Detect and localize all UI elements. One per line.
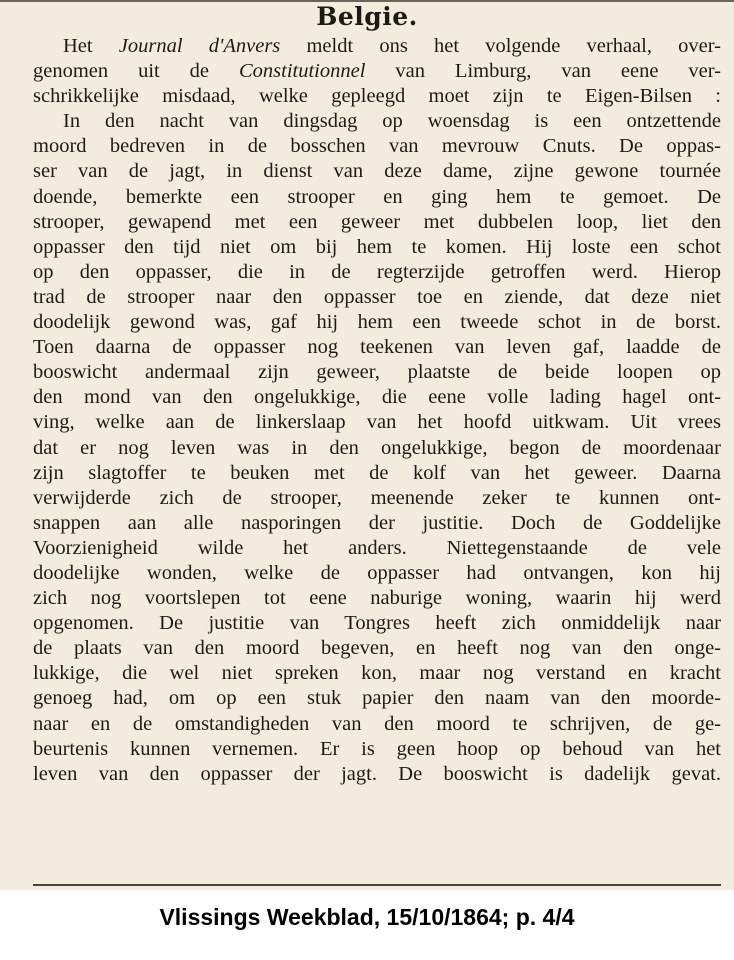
text-run: ving, welke aan de linkerslaap van het hoofd uitkwam. Uit vrees — [33, 411, 721, 434]
article-body — [33, 34, 721, 787]
text-line — [33, 511, 721, 536]
text-line — [33, 436, 721, 461]
italic-title: Journal d'Anvers — [118, 35, 281, 57]
text-line — [33, 461, 721, 486]
text-run: strooper, gewapend met een geweer met dubbelen loop, liet den — [33, 210, 721, 233]
text-run: trad de strooper naar den oppasser toe en ziende, dat deze niet — [33, 285, 721, 308]
text-line — [33, 235, 721, 260]
italic-title: Constitutionnel — [238, 60, 366, 83]
text-line — [33, 84, 721, 109]
text-run: meldt ons het volgende verhaal, over- — [280, 35, 721, 57]
text-line — [33, 310, 721, 335]
text-run: opgenomen. De justitie van Tongres heeft zich onmiddelijk naar — [33, 612, 721, 635]
text-run: booswicht andermaal zijn geweer, plaatste de beide loopen op — [33, 361, 721, 384]
text-line — [33, 134, 721, 159]
text-run: zijn slagtoffer te beuken met de kolf van het geweer. Daarna — [33, 461, 721, 484]
text-line — [33, 335, 721, 360]
text-run: doodelijke wonden, welke de oppasser had ontvangen, kon hij — [33, 561, 721, 584]
text-run: leven van den oppasser der jagt. De booswicht is dadelijk gevat. — [33, 762, 721, 785]
text-line — [33, 159, 721, 184]
text-line — [33, 34, 721, 59]
text-line — [33, 611, 721, 636]
text-run: van Limburg, van eene ver- — [365, 60, 721, 83]
source-caption: Vlissings Weekblad, 15/10/1864; p. 4/4 — [159, 904, 575, 930]
text-run: Het — [63, 35, 119, 57]
text-run: naar en de omstandigheden van den moord te schrijven, de ge- — [33, 712, 721, 735]
text-run: Toen daarna de oppasser nog teekenen van leven gaf, laadde de — [33, 336, 721, 359]
text-line — [33, 109, 721, 134]
text-line — [33, 561, 721, 586]
text-line — [33, 586, 721, 611]
bottom-rule — [33, 884, 721, 886]
text-run: de plaats van den moord begeven, en heeft nog van den onge- — [33, 637, 721, 660]
article-paragraph — [33, 34, 721, 109]
text-run: doende, bemerkte een strooper en ging hem te gemoet. De — [33, 185, 721, 208]
text-run: doodelijk gewond was, gaf hij hem een tweede schot in de borst. — [33, 311, 721, 334]
text-run: moord bedreven in de bosschen van mevrouw Cnuts. De oppas- — [33, 135, 721, 158]
text-line — [33, 762, 721, 787]
text-run: ser van de jagt, in dienst van deze dame, zijne gewone tournée — [33, 160, 721, 183]
article-heading: Belgie. — [316, 2, 418, 31]
text-run: genoeg had, om op een stuk papier den naam van den moorde- — [33, 687, 721, 710]
text-line — [33, 636, 721, 661]
text-line — [33, 385, 721, 410]
text-line — [33, 410, 721, 435]
text-run: den mond van den ongelukkige, die eene volle lading hagel ont- — [33, 386, 721, 409]
text-run: beurtenis kunnen vernemen. Er is geen hoop op behoud van het — [33, 737, 721, 760]
text-run: oppasser den tijd niet om bij hem te komen. Hij loste een schot — [33, 235, 721, 258]
text-line — [33, 260, 721, 285]
text-run: In den nacht van dingsdag op woensdag is een ontzettende — [63, 110, 721, 133]
text-run: op den oppasser, die in de regterzijde getroffen werd. Hierop — [33, 260, 721, 283]
text-line — [33, 712, 721, 737]
text-line — [33, 285, 721, 310]
text-line — [33, 486, 721, 511]
text-run: genomen uit de — [33, 60, 239, 83]
text-line — [33, 536, 721, 561]
text-line — [33, 661, 721, 686]
text-line — [33, 210, 721, 235]
text-line — [33, 59, 721, 84]
text-line — [33, 185, 721, 210]
text-line — [33, 360, 721, 385]
text-run: schrikkelijke misdaad, welke gepleegd moet zijn te Eigen-Bilsen : — [33, 85, 721, 108]
text-run: verwijderde zich de strooper, meenende zeker te kunnen ont- — [33, 486, 721, 509]
text-run: dat er nog leven was in den ongelukkige, begon de moordenaar — [33, 436, 721, 459]
text-line — [33, 686, 721, 711]
text-run: snappen aan alle nasporingen der justitie. Doch de Goddelijke — [33, 511, 721, 534]
article-paragraph — [33, 109, 721, 787]
text-run: zich nog voortslepen tot eene naburige woning, waarin hij werd — [33, 587, 721, 610]
text-line — [33, 737, 721, 762]
text-run: Voorzienigheid wilde het anders. Niettegenstaande de vele — [33, 536, 721, 559]
text-run: lukkige, die wel niet spreken kon, maar nog verstand en kracht — [33, 662, 721, 685]
